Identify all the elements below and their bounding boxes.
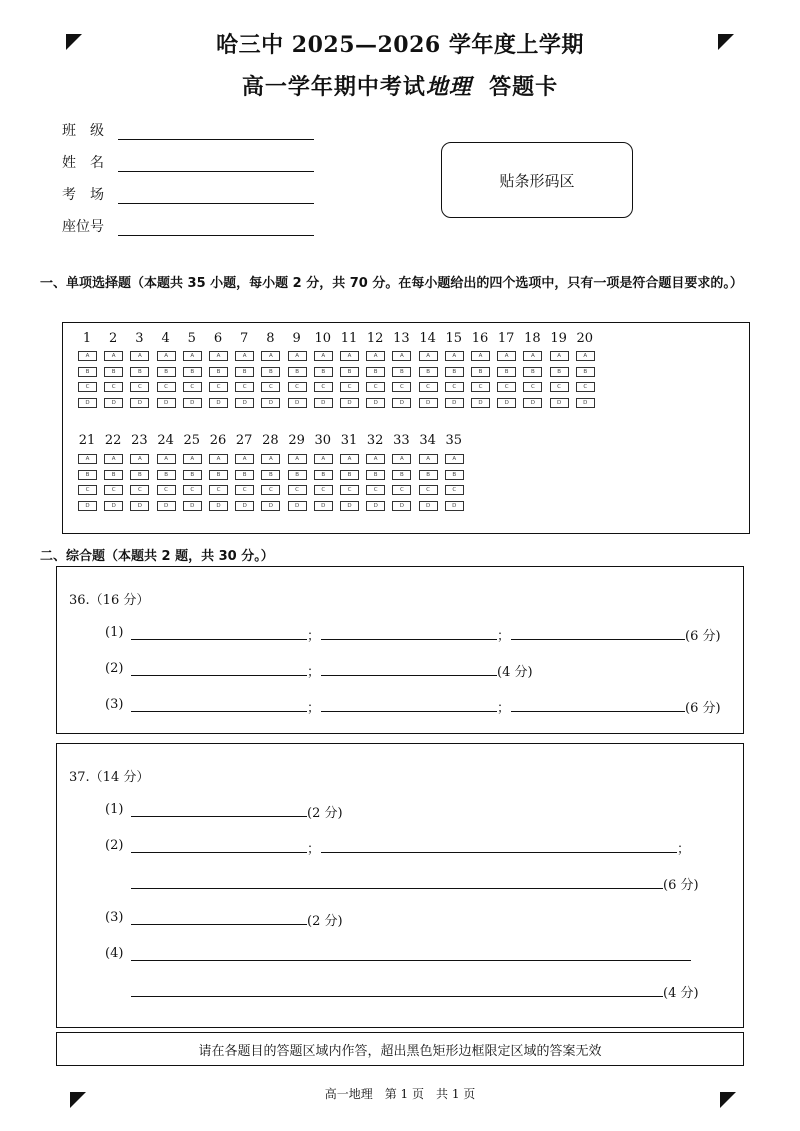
answer-bubble-q11-C[interactable]: C (340, 382, 359, 392)
answer-bubble-q7-B[interactable]: B (235, 367, 254, 377)
q36-part2-line2[interactable] (321, 675, 497, 676)
answer-bubble-q8-B[interactable]: B (261, 367, 280, 377)
answer-bubble-q21-C[interactable]: C (78, 485, 97, 495)
q36-part2-sep1: ； (307, 665, 321, 680)
q37-part2-label: (2) (105, 838, 124, 853)
question-36-title: 36.（16 分） (69, 593, 150, 608)
answer-bubble-q23-D[interactable]: D (130, 501, 149, 511)
question-number-29: 29 (288, 433, 305, 448)
q36-part3-score: (6 分) (685, 701, 721, 716)
question-number-33: 33 (393, 433, 410, 448)
answer-bubble-q25-D[interactable]: D (183, 501, 202, 511)
answer-bubble-q21-D[interactable]: D (78, 501, 97, 511)
answer-bubble-q23-A[interactable]: A (130, 454, 149, 464)
question-number-5: 5 (187, 331, 196, 346)
subtitle-suffix: 答题卡 (489, 74, 559, 100)
q37-part2-score: (6 分) (663, 878, 699, 893)
answer-bubble-q20-A[interactable]: A (576, 351, 595, 361)
answer-bubble-q28-D[interactable]: D (261, 501, 280, 511)
q36-part3-line2[interactable] (321, 711, 497, 712)
answer-bubble-q27-A[interactable]: A (235, 454, 254, 464)
q36-part2-score: (4 分) (497, 665, 533, 680)
q37-part1-label: (1) (105, 802, 124, 817)
question-number-34: 34 (419, 433, 436, 448)
name-input-line[interactable] (118, 155, 314, 172)
answer-bubble-q9-B[interactable]: B (288, 367, 307, 377)
question-number-31: 31 (340, 433, 358, 448)
answer-bubble-q10-B[interactable]: B (314, 367, 333, 377)
exam-title: 哈三中 2025—2026 学年度上学期 (216, 32, 584, 58)
answer-bubble-q31-A[interactable]: A (340, 454, 359, 464)
exam-room-field[interactable] (62, 184, 314, 204)
answer-bubble-q24-D[interactable]: D (157, 501, 176, 511)
q37-part3-line1[interactable] (131, 924, 307, 925)
answer-bubble-q35-B[interactable]: B (445, 470, 464, 480)
question-number-14: 14 (419, 331, 436, 346)
class-input-line[interactable] (118, 123, 314, 140)
question-number-17: 17 (497, 331, 515, 346)
answer-bubble-q30-D[interactable]: D (314, 501, 333, 511)
answer-bubble-q3-D[interactable]: D (130, 398, 149, 408)
answer-bubble-q35-A[interactable]: A (445, 454, 464, 464)
question-37-box (56, 743, 744, 1028)
answer-bubble-q17-C[interactable]: C (497, 382, 516, 392)
question-number-26: 26 (209, 433, 227, 448)
answer-bubble-q35-C[interactable]: C (445, 485, 464, 495)
name-label: 姓 名 (62, 155, 104, 171)
answer-bubble-q9-C[interactable]: C (288, 382, 307, 392)
answer-bubble-q6-A[interactable]: A (209, 351, 228, 361)
answer-bubble-q12-B[interactable]: B (366, 367, 385, 377)
question-number-1: 1 (82, 331, 92, 346)
answer-bubble-q4-A[interactable]: A (157, 351, 176, 361)
q36-part3-line3[interactable] (511, 711, 685, 712)
q36-part1-line2[interactable] (321, 639, 497, 640)
question-number-12: 12 (366, 331, 384, 346)
answer-bubble-q23-B[interactable]: B (130, 470, 149, 480)
answer-bubble-q16-C[interactable]: C (471, 382, 490, 392)
answer-bubble-q16-D[interactable]: D (471, 398, 490, 408)
answer-bubble-q29-C[interactable]: C (288, 485, 307, 495)
answer-bubble-q8-A[interactable]: A (261, 351, 280, 361)
answer-bubble-q5-D[interactable]: D (183, 398, 202, 408)
answer-bubble-q33-B[interactable]: B (392, 470, 411, 480)
answer-bubble-q20-B[interactable]: B (576, 367, 595, 377)
answer-bubble-q33-A[interactable]: A (392, 454, 411, 464)
question-number-10: 10 (314, 331, 332, 346)
answer-bubble-q1-C[interactable]: C (78, 382, 97, 392)
answer-bubble-q15-C[interactable]: C (445, 382, 464, 392)
answer-bubble-q12-D[interactable]: D (366, 398, 385, 408)
answer-bubble-q27-B[interactable]: B (235, 470, 254, 480)
answer-bubble-q25-C[interactable]: C (183, 485, 202, 495)
class-field[interactable] (62, 120, 314, 140)
answer-bubble-q1-B[interactable]: B (78, 367, 97, 377)
answer-bubble-q34-D[interactable]: D (419, 501, 438, 511)
answer-bubble-q5-C[interactable]: C (183, 382, 202, 392)
answer-bubble-q32-B[interactable]: B (366, 470, 385, 480)
answer-bubble-q31-B[interactable]: B (340, 470, 359, 480)
question-number-27: 27 (235, 433, 253, 448)
answer-bubble-q30-B[interactable]: B (314, 470, 333, 480)
question-number-22: 22 (104, 433, 122, 448)
answer-bubble-q34-C[interactable]: C (419, 485, 438, 495)
answer-bubble-q34-A[interactable]: A (419, 454, 438, 464)
question-number-4: 4 (161, 331, 170, 346)
question-number-11: 11 (340, 331, 358, 346)
question-number-20: 20 (576, 331, 594, 346)
answer-bubble-q19-C[interactable]: C (550, 382, 569, 392)
question-number-32: 32 (366, 433, 384, 448)
question-number-13: 13 (393, 331, 410, 346)
answer-bubble-q4-D[interactable]: D (157, 398, 176, 408)
answer-bubble-q22-B[interactable]: B (104, 470, 123, 480)
answer-bubble-q19-D[interactable]: D (550, 398, 569, 408)
answer-bubble-q26-D[interactable]: D (209, 501, 228, 511)
question-number-2: 2 (109, 331, 118, 346)
answer-bubble-q33-D[interactable]: D (392, 501, 411, 511)
answer-bubble-q26-B[interactable]: B (209, 470, 228, 480)
answer-bubble-q15-A[interactable]: A (445, 351, 464, 361)
q37-part4-line2[interactable] (131, 996, 663, 997)
question-number-25: 25 (183, 433, 201, 448)
answer-bubble-q6-D[interactable]: D (209, 398, 228, 408)
q36-part3-sep1: ； (307, 701, 321, 716)
seat-number-label: 座位号 (62, 219, 104, 235)
answer-bubble-q20-C[interactable]: C (576, 382, 595, 392)
q36-part1-line3[interactable] (511, 639, 685, 640)
q36-part1-label: (1) (105, 625, 124, 640)
page-footer: 高一地理 第 1 页 共 1 页 (324, 1087, 476, 1101)
answer-bubble-q13-A[interactable]: A (392, 351, 411, 361)
q36-part1-line1[interactable] (131, 639, 307, 640)
answer-bubble-q17-D[interactable]: D (497, 398, 516, 408)
answer-bubble-q2-C[interactable]: C (104, 382, 123, 392)
answer-bubble-q5-B[interactable]: B (183, 367, 202, 377)
exam-room-label: 考 场 (62, 187, 104, 203)
question-number-24: 24 (157, 433, 174, 448)
answer-bubble-q9-D[interactable]: D (288, 398, 307, 408)
answer-bubble-q5-A[interactable]: A (183, 351, 202, 361)
question-number-19: 19 (550, 331, 567, 346)
question-number-16: 16 (471, 331, 489, 346)
answer-bubble-q1-A[interactable]: A (78, 351, 97, 361)
q37-part2-line1[interactable] (131, 852, 307, 853)
q36-part1-sep1: ； (307, 629, 321, 644)
answer-bubble-q34-B[interactable]: B (419, 470, 438, 480)
answer-bubble-q25-A[interactable]: A (183, 454, 202, 464)
q36-part3-sep2: ； (497, 701, 511, 716)
answer-bubble-q9-A[interactable]: A (288, 351, 307, 361)
q37-part3-label: (3) (105, 910, 124, 925)
exam-room-input-line[interactable] (118, 187, 314, 204)
answer-bubble-q12-C[interactable]: C (366, 382, 385, 392)
answer-bubble-q22-D[interactable]: D (104, 501, 123, 511)
answer-bubble-q16-A[interactable]: A (471, 351, 490, 361)
multiple-choice-box (62, 322, 750, 534)
question-number-7: 7 (240, 331, 249, 346)
answer-bubble-q29-A[interactable]: A (288, 454, 307, 464)
answer-bubble-q32-C[interactable]: C (366, 485, 385, 495)
q37-part3-score: (2 分) (307, 914, 343, 929)
q37-part1-line1[interactable] (131, 816, 307, 817)
answer-bubble-q35-D[interactable]: D (445, 501, 464, 511)
seat-number-field[interactable] (62, 216, 314, 236)
question-number-28: 28 (262, 433, 279, 448)
answer-bubble-q32-A[interactable]: A (366, 454, 385, 464)
answer-area-notice: 请在各题目的答题区域内作答，超出黑色矩形边框限定区域的答案无效 (56, 1032, 744, 1066)
answer-bubble-q3-C[interactable]: C (130, 382, 149, 392)
answer-bubble-q30-A[interactable]: A (314, 454, 333, 464)
question-number-15: 15 (445, 331, 463, 346)
answer-bubble-q10-D[interactable]: D (314, 398, 333, 408)
answer-bubble-q6-B[interactable]: B (209, 367, 228, 377)
answer-bubble-q4-C[interactable]: C (157, 382, 176, 392)
q37-part2-sep1: ； (307, 842, 321, 857)
answer-bubble-q14-B[interactable]: B (419, 367, 438, 377)
answer-bubble-q28-A[interactable]: A (261, 454, 280, 464)
answer-bubble-q31-C[interactable]: C (340, 485, 359, 495)
answer-bubble-q29-B[interactable]: B (288, 470, 307, 480)
answer-bubble-q24-A[interactable]: A (157, 454, 176, 464)
barcode-area: 贴条形码区 (441, 142, 633, 218)
answer-bubble-q7-A[interactable]: A (235, 351, 254, 361)
answer-bubble-q21-A[interactable]: A (78, 454, 97, 464)
answer-bubble-q15-B[interactable]: B (445, 367, 464, 377)
answer-bubble-q18-C[interactable]: C (523, 382, 542, 392)
answer-bubble-q13-C[interactable]: C (392, 382, 411, 392)
answer-bubble-q15-D[interactable]: D (445, 398, 464, 408)
q37-part4-line1[interactable] (131, 960, 691, 961)
answer-bubble-q10-A[interactable]: A (314, 351, 333, 361)
answer-bubble-q18-D[interactable]: D (523, 398, 542, 408)
answer-bubble-q27-D[interactable]: D (235, 501, 254, 511)
answer-bubble-q21-B[interactable]: B (78, 470, 97, 480)
q37-part4-score: (4 分) (663, 986, 699, 1001)
answer-bubble-q26-C[interactable]: C (209, 485, 228, 495)
question-number-9: 9 (292, 331, 301, 346)
question-number-3: 3 (135, 331, 144, 346)
answer-bubble-q29-D[interactable]: D (288, 501, 307, 511)
answer-bubble-q27-C[interactable]: C (235, 485, 254, 495)
answer-bubble-q7-D[interactable]: D (235, 398, 254, 408)
answer-bubble-q11-A[interactable]: A (340, 351, 359, 361)
answer-bubble-q28-C[interactable]: C (261, 485, 280, 495)
answer-bubble-q32-D[interactable]: D (366, 501, 385, 511)
answer-bubble-q24-C[interactable]: C (157, 485, 176, 495)
answer-bubble-q19-A[interactable]: A (550, 351, 569, 361)
section1-heading: 一、单项选择题（本题共 35 小题，每小题 2 分，共 70 分。在每小题给出的四个选项中，只有一项是符合题目要求的。） (40, 276, 743, 291)
answer-bubble-q11-D[interactable]: D (340, 398, 359, 408)
answer-bubble-q18-A[interactable]: A (523, 351, 542, 361)
seat-number-input-line[interactable] (118, 219, 314, 236)
answer-bubble-q31-D[interactable]: D (340, 501, 359, 511)
exam-subtitle (0, 70, 800, 101)
subtitle-prefix: 高一学年期中考试 (241, 74, 426, 100)
answer-bubble-q4-B[interactable]: B (157, 367, 176, 377)
question-36-box (56, 566, 744, 734)
answer-bubble-q2-A[interactable]: A (104, 351, 123, 361)
answer-bubble-q1-D[interactable]: D (78, 398, 97, 408)
answer-bubble-q12-A[interactable]: A (366, 351, 385, 361)
answer-bubble-q22-C[interactable]: C (104, 485, 123, 495)
answer-bubble-q6-C[interactable]: C (209, 382, 228, 392)
section2-heading: 二、综合题（本题共 2 题，共 30 分。） (40, 549, 274, 564)
answer-bubble-q13-B[interactable]: B (392, 367, 411, 377)
answer-bubble-q25-B[interactable]: B (183, 470, 202, 480)
q36-part3-label: (3) (105, 697, 124, 712)
q37-part2-line3[interactable] (131, 888, 663, 889)
answer-bubble-q30-C[interactable]: C (314, 485, 333, 495)
question-number-21: 21 (78, 433, 96, 448)
q36-part1-sep2: ； (497, 629, 511, 644)
question-number-35: 35 (445, 433, 463, 448)
answer-bubble-q24-B[interactable]: B (157, 470, 176, 480)
answer-bubble-q17-A[interactable]: A (497, 351, 516, 361)
q37-part2-sep2: ； (677, 842, 691, 857)
answer-bubble-q13-D[interactable]: D (392, 398, 411, 408)
q36-part3-line1[interactable] (131, 711, 307, 712)
question-37-title: 37.（14 分） (69, 770, 150, 785)
answer-bubble-q14-D[interactable]: D (419, 398, 438, 408)
answer-bubble-q3-B[interactable]: B (130, 367, 149, 377)
answer-bubble-q26-A[interactable]: A (209, 454, 228, 464)
answer-bubble-q19-B[interactable]: B (550, 367, 569, 377)
question-number-6: 6 (213, 331, 223, 346)
answer-bubble-q10-C[interactable]: C (314, 382, 333, 392)
answer-bubble-q20-D[interactable]: D (576, 398, 595, 408)
class-label: 班 级 (62, 123, 104, 139)
question-number-8: 8 (266, 331, 275, 346)
answer-bubble-q2-D[interactable]: D (104, 398, 123, 408)
question-number-18: 18 (524, 331, 541, 346)
answer-bubble-q14-C[interactable]: C (419, 382, 438, 392)
answer-bubble-q28-B[interactable]: B (261, 470, 280, 480)
q36-part2-label: (2) (105, 661, 124, 676)
q37-part1-score: (2 分) (307, 806, 343, 821)
answer-bubble-q23-C[interactable]: C (130, 485, 149, 495)
q36-part1-score: (6 分) (685, 629, 721, 644)
q36-part2-line1[interactable] (131, 675, 307, 676)
question-number-23: 23 (131, 433, 148, 448)
answer-bubble-q7-C[interactable]: C (235, 382, 254, 392)
q37-part2-line2[interactable] (321, 852, 677, 853)
question-number-30: 30 (314, 433, 332, 448)
answer-bubble-q8-D[interactable]: D (261, 398, 280, 408)
answer-bubble-q18-B[interactable]: B (523, 367, 542, 377)
answer-bubble-q22-A[interactable]: A (104, 454, 123, 464)
answer-bubble-q11-B[interactable]: B (340, 367, 359, 377)
answer-bubble-q14-A[interactable]: A (419, 351, 438, 361)
answer-bubble-q2-B[interactable]: B (104, 367, 123, 377)
answer-bubble-q8-C[interactable]: C (261, 382, 280, 392)
name-field[interactable] (62, 152, 314, 172)
answer-bubble-q33-C[interactable]: C (392, 485, 411, 495)
answer-bubble-q16-B[interactable]: B (471, 367, 490, 377)
answer-bubble-q17-B[interactable]: B (497, 367, 516, 377)
q37-part4-label: (4) (105, 946, 124, 961)
answer-bubble-q3-A[interactable]: A (130, 351, 149, 361)
subject-name: 地理 (425, 75, 472, 100)
